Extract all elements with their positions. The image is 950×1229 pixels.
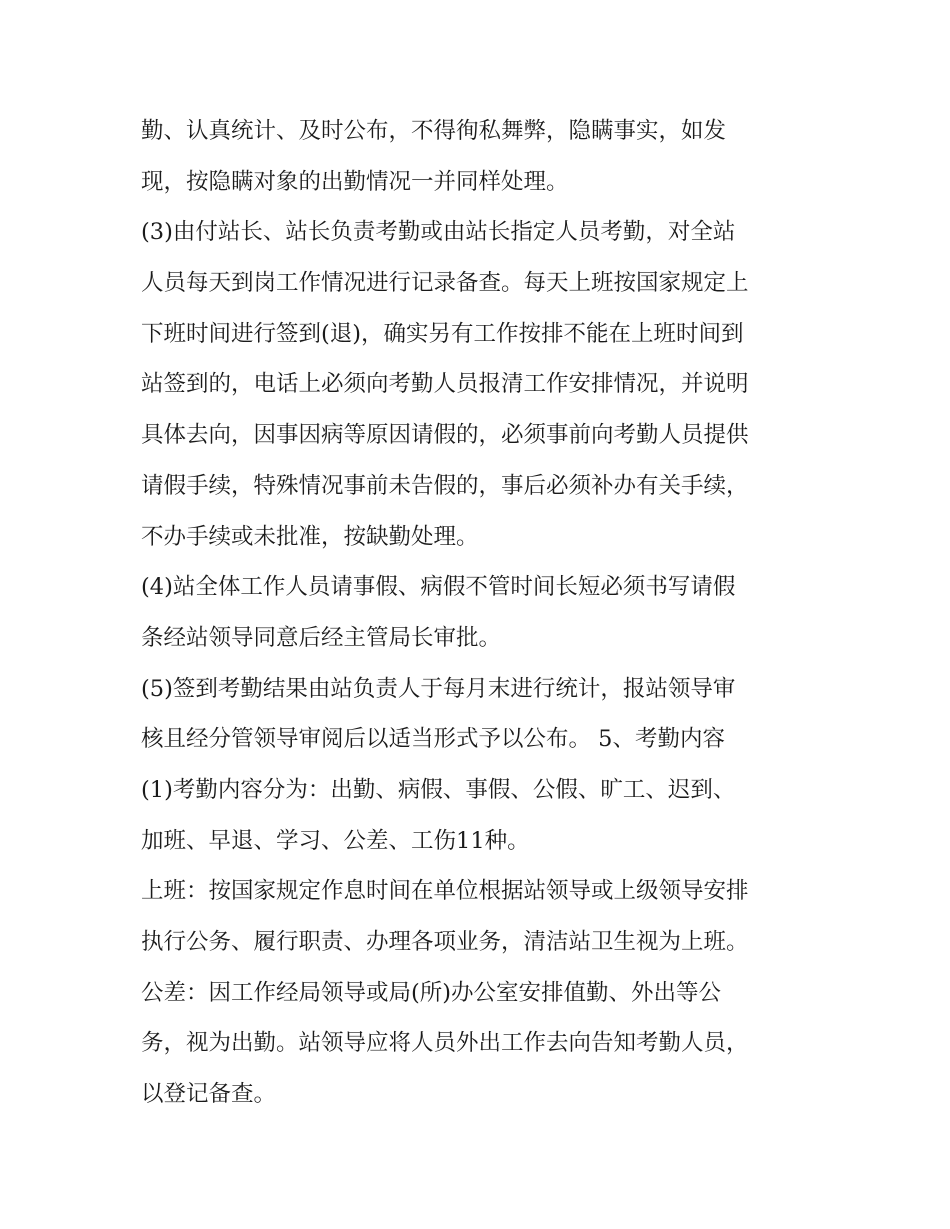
text-line: 具体去向，因事因病等原因请假的，必须事前向考勤人员提供	[141, 422, 749, 449]
text-line: 上班：按国家规定作息时间在单位根据站领导或上级领导安排	[141, 878, 749, 905]
text-line: 不办手续或未批准，按缺勤处理。	[141, 523, 479, 550]
text-line: 核且经分管领导审阅后以适当形式予以公布。 5、考勤内容	[141, 726, 725, 753]
text-line: (3)由付站长、站长负责考勤或由站长指定人员考勤，对全站	[141, 219, 736, 246]
text-line: 勤、认真统计、及时公布，不得徇私舞弊，隐瞒事实，如发	[141, 118, 727, 144]
text-line: 执行公务、履行职责、办理各项业务，清洁站卫生视为上班。	[141, 929, 749, 955]
text-line: 站签到的，电话上必须向考勤人员报清工作安排情况，并说明	[141, 371, 749, 398]
text-line: 人员每天到岗工作情况进行记录备查。每天上班按国家规定上	[141, 270, 749, 297]
text-line: 下班时间进行签到(退)，确实另有工作按排不能在上班时间到	[141, 320, 744, 347]
text-line: (1)考勤内容分为：出勤、病假、事假、公假、旷工、迟到、	[141, 776, 736, 803]
text-line: (4)站全体工作人员请事假、病假不管时间长短必须书写请假	[141, 574, 736, 601]
text-line: 加班、早退、学习、公差、工伤11种。	[141, 827, 530, 854]
text-line: 请假手续，特殊情况事前未告假的，事后必须补办有关手续，	[141, 472, 749, 499]
text-line: 条经站领导同意后经主管局长审批。	[141, 624, 502, 651]
text-line: 务，视为出勤。站领导应将人员外出工作去向告知考勤人员，	[141, 1030, 749, 1057]
document-body	[141, 106, 821, 1120]
text-line: (5)签到考勤结果由站负责人于每月末进行统计，报站领导审	[141, 675, 736, 702]
text-line: 以登记备查。	[141, 1081, 277, 1108]
text-line: 公差：因工作经局领导或局(所)办公室安排值勤、外出等公	[141, 979, 722, 1006]
text-line: 现，按隐瞒对象的出勤情况一并同样处理。	[141, 168, 569, 195]
